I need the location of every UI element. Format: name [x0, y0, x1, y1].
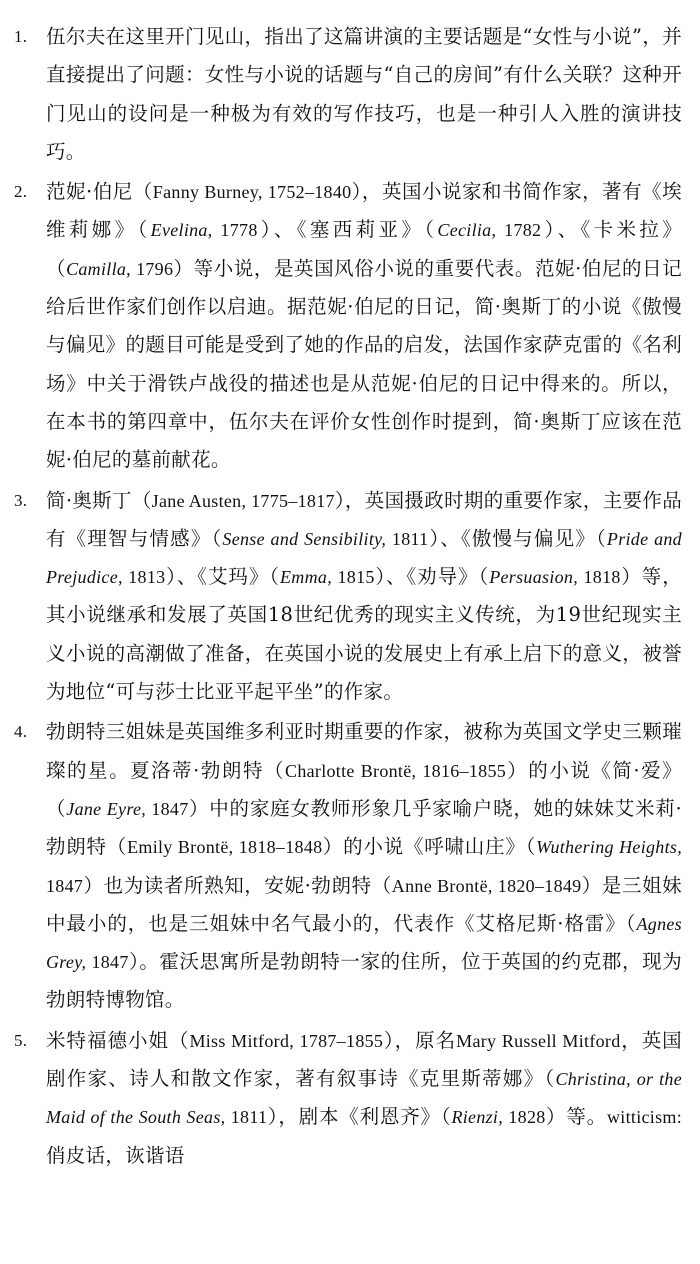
note-text: 简·奥斯丁（Jane Austen, 1775–1817），英国摄政时期的重要作家，主要作品有《理智与情感》（Sense and Sensibility, 1811）、《傲慢与偏见》（Pride and Prejudice, 1813）、《艾玛》（Emma, 1815）、《劝导》（Persuasion, 1818）等，其小说继承和发展了英国18世纪优秀的现实主义传统，为19世纪现实主义小说的高潮做了准备，在英国小说的发展史上有承上启下的意义，被誉为地位“可与莎士比亚平起平坐”的作家。 [46, 488, 683, 704]
note-text: 伍尔夫在这里开门见山，指出了这篇讲演的主要话题是“女性与小说”，并直接提出了问题：女性与小说的话题与“自己的房间”有什么关联？这种开门见山的设问是一种极为有效的写作技巧，也是一种引人入胜的演讲技巧。 [46, 25, 682, 163]
note-item [0, 1022, 682, 1175]
note-item [0, 713, 682, 1019]
note-item [0, 482, 682, 712]
note-number: 1. [14, 27, 28, 46]
note-text: 勃朗特三姐妹是英国维多利亚时期重要的作家，被称为英国文学史三颗璀璨的星。夏洛蒂·勃朗特（Charlotte Brontë, 1816–1855）的小说《简·爱》（Jane Eyre, 1847）中的家庭女教师形象几乎家喻户晓，她的妹妹艾米莉·勃朗特（Emily Brontë, 1818–1848）的小说《呼啸山庄》（Wuthering Heights, 1847）也为读者所熟知，安妮·勃朗特（Anne Brontë, 1820–1849）是三姐妹中最小的，也是三姐妹中名气最小的，代表作《艾格尼斯·格雷》（Agnes Grey, 1847）。霍沃思寓所是勃朗特一家的住所，位于英国的约克郡，现为勃朗特博物馆。 [46, 720, 683, 1012]
note-number: 3. [14, 490, 28, 510]
note-item [0, 18, 682, 171]
note-number: 2. [14, 182, 28, 202]
note-number: 5. [14, 1030, 28, 1050]
note-text: 范妮·伯尼（Fanny Burney, 1752–1840），英国小说家和书简作家，著有《埃维莉娜》（Evelina, 1778）、《塞西莉亚》（Cecilia, 1782）、《卡米拉》（Camilla, 1796）等小说，是英国风俗小说的重要代表。范妮·伯尼的日记给后世作家们创作以启迪。据范妮·伯尼的日记，简·奥斯丁的小说《傲慢与偏见》的题目可能是受到了她的作品的启发，法国作家萨克雷的《名利场》中关于滑铁卢战役的描述也是从范妮·伯尼的日记中得来的。所以，在本书的第四章中，伍尔夫在评价女性创作时提到，简·奥斯丁应该在范妮·伯尼的墓前献花。 [46, 180, 683, 472]
note-text: 米特福德小姐（Miss Mitford, 1787–1855），原名Mary Russell Mitford，英国剧作家、诗人和散文作家，著有叙事诗《克里斯蒂娜》（Christina, or the Maid of the South Seas, 1811），剧本《利恩齐》（Rienzi, 1828）等。witticism: 俏皮话，诙谐语 [46, 1028, 682, 1167]
note-item [0, 173, 682, 479]
note-number: 4. [14, 722, 28, 742]
